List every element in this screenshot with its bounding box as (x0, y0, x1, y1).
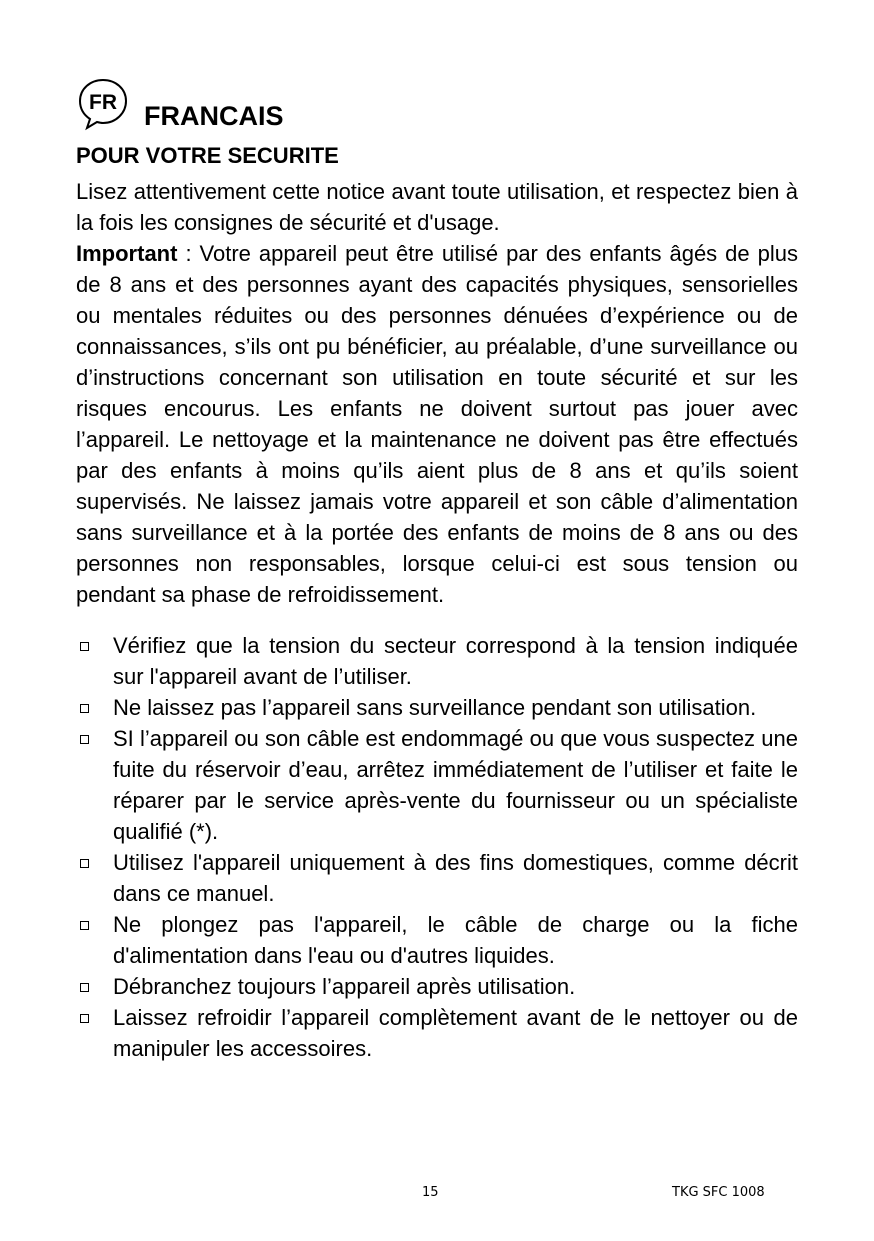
checkbox-bullet-icon (80, 983, 89, 992)
important-label: Important (76, 241, 178, 266)
important-paragraph (76, 238, 798, 610)
list-item: Vérifiez que la tension du secteur correspond à la tension indiquée sur l'appareil avant de l’utiliser. (76, 630, 798, 692)
intro-paragraph: Lisez attentivement cette notice avant toute utilisation, et respectez bien à la fois les consignes de sécurité et d'usage. (76, 179, 798, 235)
model-number: TKG SFC 1008 (672, 1185, 765, 1200)
checkbox-bullet-icon (80, 642, 89, 651)
list-item: Ne laissez pas l’appareil sans surveillance pendant son utilisation. (76, 692, 798, 723)
list-item: Débranchez toujours l’appareil après utilisation. (76, 971, 798, 1002)
safety-list (76, 630, 798, 1064)
list-item: Ne plongez pas l'appareil, le câble de charge ou la fiche d'alimentation dans l'eau ou d'autres liquides. (76, 909, 798, 971)
list-item: Utilisez l'appareil uniquement à des fins domestiques, comme décrit dans ce manuel. (76, 847, 798, 909)
manual-page (76, 76, 798, 1064)
checkbox-bullet-icon (80, 859, 89, 868)
section-title: POUR VOTRE SECURITE (76, 143, 339, 168)
page-number: 15 (422, 1185, 439, 1200)
checkbox-bullet-icon (80, 1014, 89, 1023)
checkbox-bullet-icon (80, 704, 89, 713)
fr-badge-text: FR (89, 91, 117, 114)
language-title: FRANCAIS (144, 101, 284, 131)
list-item: SI l’appareil ou son câble est endommagé ou que vous suspectez une fuite du réservoir d’eau, arrêtez immédiatement de l’utiliser et faite le réparer par le service après-vente du fournisseur ou un spécialiste qualifié (*). (76, 723, 798, 847)
important-text: : Votre appareil peut être utilisé par des enfants âgés de plus de 8 ans et des personnes ayant des capacités physiques, sensorielles ou mentales réduites ou des personnes dénuées d’expérience ou de connaissances, s’ils ont pu bénéficier, au préalable, d’une surveillance ou d’instructions concernant son utilisation en toute sécurité et sur les risques encourus. Les enfants ne doivent surtout pas jouer avec l’appareil. Le nettoyage et la maintenance ne doivent pas être effectués par des enfants à moins qu’ils aient plus de 8 ans et qu’ils soient supervisés. Ne laissez jamais votre appareil et son câble d’alimentation sans surveillance et à la portée des enfants de moins de 8 ans ou des personnes non responsables, lorsque celui-ci est sous tension ou pendant sa phase de refroidissement. (76, 241, 798, 607)
language-header (76, 76, 798, 132)
checkbox-bullet-icon (80, 921, 89, 930)
fr-speech-bubble-icon (76, 76, 132, 132)
checkbox-bullet-icon (80, 735, 89, 744)
list-item: Laissez refroidir l’appareil complètement avant de le nettoyer ou de manipuler les accessoires. (76, 1002, 798, 1064)
